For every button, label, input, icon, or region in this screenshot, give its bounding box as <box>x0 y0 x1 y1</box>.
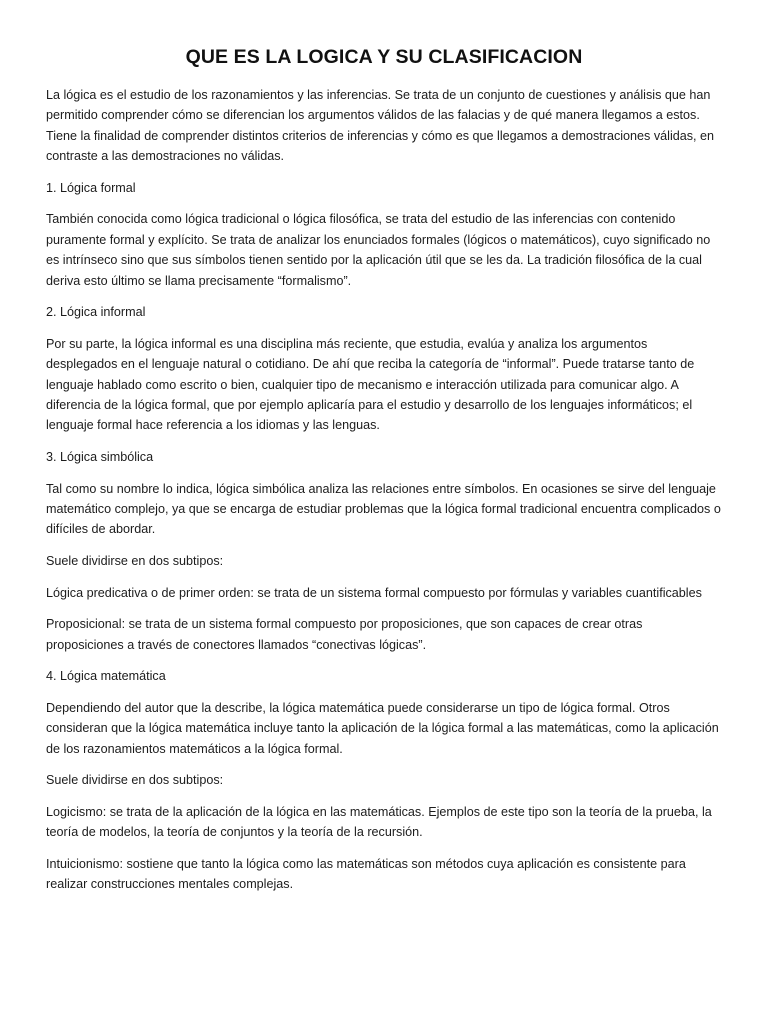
subtypes-intro-simbolica: Suele dividirse en dos subtipos: <box>46 554 224 569</box>
paragraph-proposicional: Proposicional: se trata de un sistema formal compuesto por proposiciones, que son capaces de crear otras proposiciones a través de conectores llamados “conectivas lógicas”. <box>46 617 643 652</box>
section-heading-logica-formal: 1. Lógica formal <box>46 180 136 195</box>
document-body <box>46 85 722 895</box>
paragraph-intuicionismo: Intuicionismo: sostiene que tanto la lógica como las matemáticas son métodos cuya aplicación es consistente para realizar construcciones mentales complejas. <box>46 856 686 892</box>
paragraph-logica-formal: También conocida como lógica tradicional o lógica filosófica, se trata del estudio de las inferencias con contenido puramente formal y explícito. Se trata de analizar los enunciados formales (lógicos o matemáticos), cuyo significado no es intrínseco sino que sus símbolos tienen sentido por la aplicación útil que se les da. La tradición filosófica de la cual deriva esto último se llama precisamente “formalismo”. <box>46 212 711 288</box>
subtypes-intro-matematica: Suele dividirse en dos subtipos: <box>46 773 224 788</box>
section-heading-logica-informal: 2. Lógica informal <box>46 305 146 320</box>
document-title: QUE ES LA LOGICA Y SU CLASIFICACION <box>185 46 583 68</box>
paragraph-logica-informal: Por su parte, la lógica informal es una disciplina más reciente, que estudia, evalúa y analiza los argumentos desplegados en el lenguaje natural o cotidiano. De ahí que reciba la categoría de “informal”. Puede tratarse tanto de lenguaje hablado como escrito o bien, cualquier tipo de mecanismo e interacción utilizada para comunicar algo. A diferencia de la lógica formal, que por ejemplo aplicaría para el estudio y desarrollo de los lenguajes informáticos; el lenguaje formal hace referencia a los idiomas y las lenguas. <box>46 336 695 433</box>
paragraph-logica-matematica: Dependiendo del autor que la describe, la lógica matemática puede considerarse un tipo de lógica formal. Otros consideran que la lógica matemática incluye tanto la aplicación de la lógica formal a las matemáticas, como la aplicación de los razonamientos matemáticos a la lógica formal. <box>46 700 719 756</box>
intro-paragraph: La lógica es el estudio de los razonamientos y las inferencias. Se trata de un conjunto de cuestiones y análisis que han permitido comprender cómo se diferencian los argumentos válidos de las falacias y de qué manera llegamos a estos. Tiene la finalidad de comprender distintos criterios de inferencias y cómo es que llegamos a demostraciones válidas, en contraste a las demostraciones no válidas. <box>46 88 715 164</box>
paragraph-logica-predicativa: Lógica predicativa o de primer orden: se trata de un sistema formal compuesto por fórmulas y variables cuantificables <box>46 585 702 600</box>
paragraph-logicismo: Logicismo: se trata de la aplicación de la lógica en las matemáticas. Ejemplos de este tipo son la teoría de la prueba, la teoría de modelos, la teoría de conjuntos y la teoría de la recursión. <box>46 804 712 840</box>
section-heading-logica-matematica: 4. Lógica matemática <box>46 669 166 684</box>
section-heading-logica-simbolica: 3. Lógica simbólica <box>46 450 154 465</box>
paragraph-logica-simbolica: Tal como su nombre lo indica, lógica simbólica analiza las relaciones entre símbolos. En ocasiones se sirve del lenguaje matemático complejo, ya que se encarga de estudiar problemas que la lógica formal tradicional encuentra complicados o difíciles de abordar. <box>46 481 721 537</box>
